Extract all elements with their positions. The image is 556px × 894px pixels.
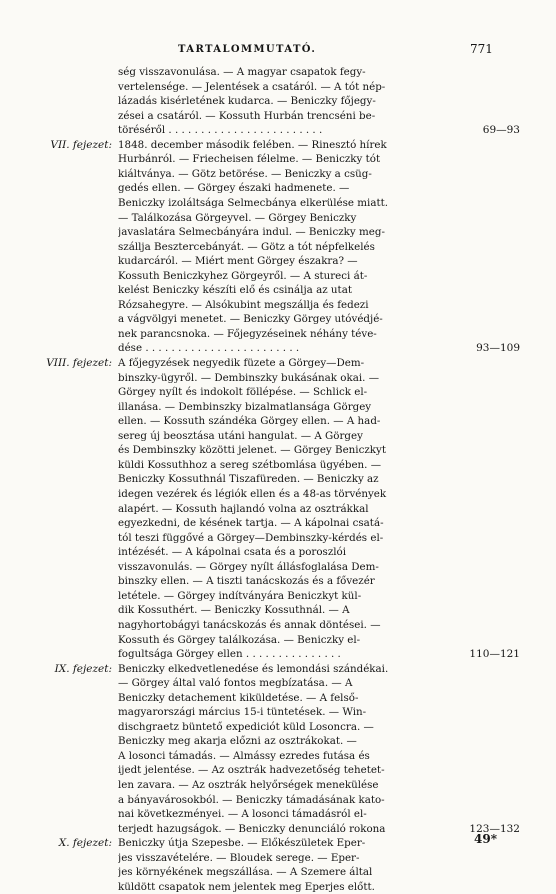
toc-line: töréséről . . . . . . . . . . . . . . . . . . . . . . . .: [118, 124, 323, 137]
toc-line: tól teszi függővé a Görgey—Dembinszky-kérdés el-: [118, 531, 384, 544]
toc-line: ijedt jelentése. — Az osztrák hadvezetőség tehetet-: [118, 764, 385, 777]
chapter-label: VII. fejezet:: [50, 138, 112, 151]
toc-line: lázadás kisérletének kudarca. — Beniczky főjegy-: [118, 95, 376, 108]
toc-line: dischgraetz büntető expediciót küld Losoncra. —: [118, 720, 374, 733]
toc-line: dése . . . . . . . . . . . . . . . . . . . . . . . .: [118, 342, 300, 355]
toc-line: egyezkedni, de késének tartja. — A kápolnai csatá-: [118, 517, 384, 529]
toc-line: Beniczky detachement kiküldetése. — A felső-: [118, 691, 359, 704]
toc-line: gedés ellen. — Görgey északi hadmenete. —: [118, 182, 350, 195]
toc-line: küldi Kossuthhoz a sereg szétbomlása ügyében. —: [118, 458, 382, 471]
toc-line: binszky-ügyről. — Dembinszky bukásának okai. —: [118, 371, 380, 384]
toc-line: binszky ellen. — A tiszti tanácskozás és a fővezér: [118, 575, 375, 588]
toc-line: Beniczky útja Szepesbe. — Előkészületek Eper-: [118, 837, 366, 850]
toc-line: ellen. — Kossuth szándéka Görgey ellen. — A had-: [118, 415, 381, 428]
toc-line: illanása. — Dembinszky bizalmatlansága Görgey: [118, 400, 372, 413]
page-range: 93—109: [476, 342, 520, 355]
toc-line: sereg új beosztása utáni hangulat. — A Görgey: [118, 429, 363, 442]
toc-line: Beniczky Kossuthnál Tiszafüreden. — Beniczky az: [118, 473, 379, 486]
toc-line: vertelensége. — Jelentések a csatáról. — A tót nép-: [118, 80, 386, 93]
toc-line: és Dembinszky közötti jelenet. — Görgey Beniczkyt: [118, 444, 386, 457]
header-title: TARTALOMMUTATÓ.: [178, 44, 317, 55]
chapter-label: VIII. fejezet:: [46, 357, 112, 369]
toc-line: 1848. december második felében. — Rinesztó hírek: [118, 138, 387, 151]
toc-line: terjedt hazugságok. — Beniczky denunciáló rokona: [118, 822, 386, 835]
toc-line: fogultsága Görgey ellen . . . . . . . . . . . . . . .: [118, 648, 341, 660]
page-range: 69—93: [482, 124, 520, 137]
header-page-number: 771: [470, 42, 493, 56]
toc-line: visszavonulás. — Görgey nyílt állásfoglalása Dem-: [118, 560, 379, 573]
toc-line: nagyhortobágyi tanácskozás és annak döntései. —: [118, 618, 381, 631]
toc-line: jes környékének megszállása. — A Szemere által: [118, 866, 373, 879]
toc-line: — Görgey által való fontos megbízatása. — A: [118, 677, 353, 690]
toc-line: jes visszavételére. — Bloudek serege. — Eper-: [118, 851, 360, 864]
page-range: 110—121: [469, 648, 520, 660]
toc-line: kiáltványa. — Götz betörése. — Beniczky a csüg-: [118, 167, 372, 180]
chapter-label: IX. fejezet:: [54, 662, 112, 675]
toc-line: A losonci támadás. — Almássy ezredes futása és: [118, 749, 370, 762]
toc-line: Görgey nyílt és indokolt föllépése. — Schlick el-: [118, 386, 368, 399]
toc-line: idegen vezérek és légiók ellen és a 48-as törvények: [118, 488, 387, 500]
toc-line: magyarországi március 15-i tüntetések. — Win-: [118, 706, 367, 719]
toc-line: len zavara. — Az osztrák helyőrségek menekülése: [118, 779, 379, 791]
toc-line: A főjegyzések negyedik füzete a Görgey—Dem-: [118, 357, 365, 369]
chapter-label: X. fejezet:: [58, 837, 112, 850]
toc-line: Beniczky elkedvetlenedése és lemondási szándékai.: [118, 662, 389, 675]
toc-line: a bányavárosokból. — Beniczky támadásának kato-: [118, 793, 385, 806]
toc-line: ség visszavonulása. — A magyar csapatok fegy-: [118, 66, 366, 78]
toc-line: kudarcáról. — Miért ment Görgey északra? —: [118, 255, 358, 268]
toc-line: Beniczky meg akarja előzni az osztrákokat. —: [118, 735, 357, 748]
printer-signature: 49*: [474, 832, 497, 846]
toc-line: Beniczky izoláltsága Selmecbánya elkerülése miatt.: [118, 197, 389, 209]
toc-line: küldött csapatok nem jelentek meg Eperjes előtt.: [118, 880, 375, 893]
toc-line: Kossuth és Görgey találkozása. — Beniczky el-: [118, 633, 361, 646]
toc-line: a vágvölgyi menetet. — Beniczky Görgey utóvédjé-: [118, 313, 383, 326]
toc-line: szállja Besztercebányát. — Götz a tót népfelkelés: [118, 240, 375, 253]
toc-line: Kossuth Beniczkyhez Görgeyről. — A stureci át-: [118, 269, 368, 282]
toc-line: — Találkozása Görgeyvel. — Görgey Beniczky: [118, 211, 357, 224]
page-range: 123—132: [469, 822, 520, 835]
toc-line: Hurbánról. — Friecheisen félelme. — Beniczky tót: [118, 153, 381, 166]
toc-line: dik Kossuthért. — Beniczky Kossuthnál. — A: [118, 604, 350, 617]
running-header: [0, 44, 556, 60]
toc-line: nek parancsnoka. — Főjegyzéseinek néhány téve-: [118, 327, 377, 340]
toc-line: zései a csatáról. — Kossuth Hurbán trencséni be-: [118, 109, 376, 122]
toc-line: alapért. — Kossuth hajlandó volna az osztrákkal: [118, 502, 369, 515]
toc-line: nai következményei. — A losonci támadásról el-: [118, 808, 367, 821]
toc-line: intézését. — A kápolnai csata és a poroszlói: [118, 546, 347, 559]
toc-line: letétele. — Görgey indítványára Beniczkyt kül-: [118, 589, 362, 602]
toc-line: kelést Beniczky készíti elő és csinálja az utat: [118, 284, 352, 297]
toc-line: javaslatára Selmecbányára indul. — Beniczky meg-: [118, 226, 385, 239]
toc-line: Rózsahegyre. — Alsókubint megszállja és fedezi: [118, 298, 369, 311]
